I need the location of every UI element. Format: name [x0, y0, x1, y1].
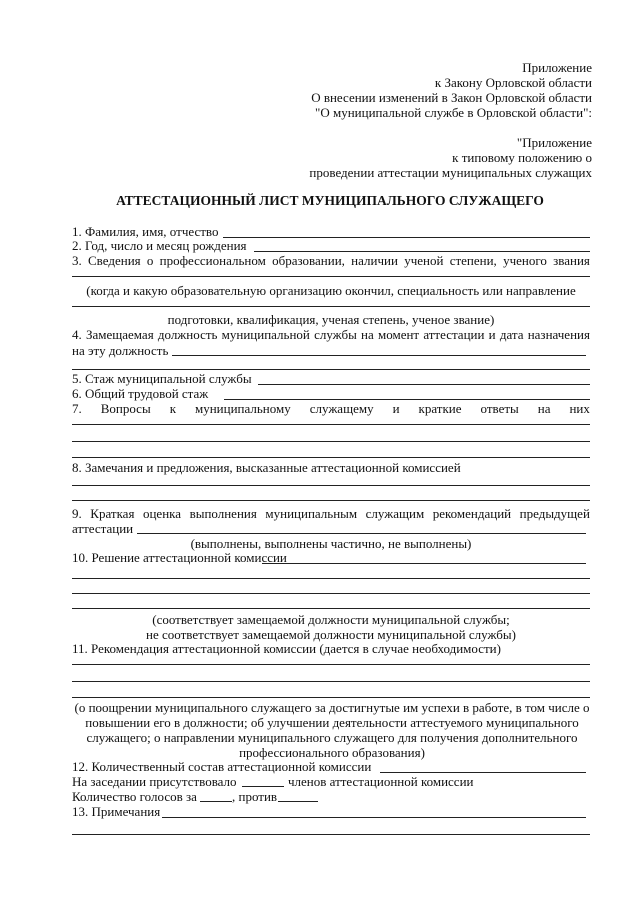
word: оценка: [142, 506, 182, 521]
item-3-label: [72, 253, 590, 268]
appendix-label: Приложение: [522, 60, 592, 75]
word: на: [361, 327, 374, 342]
item-7-line-3: [72, 457, 590, 458]
word: Замещаемая: [85, 327, 154, 342]
item-6-label: 6. Общий трудовой стаж: [72, 386, 209, 401]
item-7-line-2: [72, 441, 590, 442]
word: и: [488, 327, 496, 342]
item-3-line-1: [72, 276, 590, 277]
word: назначения: [527, 327, 590, 342]
item-2-label: 2. Год, число и месяц рождения: [72, 238, 247, 253]
item-4-line-1: [172, 355, 586, 356]
item-5-label: 5. Стаж муниципальной службы: [72, 371, 252, 386]
item-7-line-1: [72, 424, 590, 425]
word: момент: [377, 327, 420, 342]
present-label-end: членов аттестационной комиссии: [288, 774, 474, 789]
word: должность: [157, 327, 218, 342]
item-10-line-1: [262, 563, 586, 564]
appendix2-to: к типовому положению о: [452, 150, 592, 165]
word: них: [569, 401, 590, 416]
word: 3.: [72, 253, 82, 268]
item-9-note: (выполнены, выполнены частично, не выполнены): [190, 536, 472, 551]
item-11-note-4: профессионального образования): [239, 745, 425, 760]
item-1-line: [223, 237, 590, 238]
item-3-note-2: подготовки, квалификация, ученая степень, ученое звание): [167, 312, 495, 327]
word: дата: [499, 327, 524, 342]
item-11-line-3: [72, 697, 590, 698]
word: предыдущей: [519, 506, 590, 521]
word: Краткая: [90, 506, 135, 521]
item-13-label: 13. Примечания: [72, 804, 161, 819]
item-3-line-2: [72, 306, 590, 307]
appendix-law-title: "О муниципальной службе в Орловской области":: [315, 105, 592, 120]
word: ответы: [480, 401, 519, 416]
word: звания: [553, 253, 590, 268]
item-1-label: 1. Фамилия, имя, отчество: [72, 224, 219, 239]
word: наличии: [351, 253, 398, 268]
item-5-line: [258, 384, 590, 385]
votes-against-line: [278, 801, 318, 802]
item-11-line-2: [72, 681, 590, 682]
item-8-line-2: [72, 500, 590, 501]
appendix2-label: "Приложение: [516, 135, 592, 150]
word: службы: [314, 327, 357, 342]
item-13-line-1: [162, 817, 586, 818]
word: Вопросы: [100, 401, 151, 416]
word: профессиональном: [159, 253, 266, 268]
item-11-note-3: служащего; о направлении муниципального служащего для получения дополнительного: [86, 730, 578, 745]
item-10-label: 10. Решение аттестационной комиссии: [72, 550, 287, 565]
item-10-line-3: [72, 593, 590, 594]
word: 7.: [72, 401, 82, 416]
item-6-line: [224, 399, 590, 400]
item-10-line-4: [72, 608, 590, 609]
word: служащим: [365, 506, 425, 521]
item-3-note-1: (когда и какую образовательную организацию окончил, специальность или направление: [86, 283, 576, 298]
item-12-label: 12. Количественный состав аттестационной комиссии: [72, 759, 372, 774]
item-10-note-2: не соответствует замещаемой должности муниципальной службы): [146, 627, 516, 642]
word: степени,: [449, 253, 497, 268]
appendix2-subject: проведении аттестации муниципальных служащих: [309, 165, 592, 180]
item-10-line-2: [72, 578, 590, 579]
word: служащему: [309, 401, 374, 416]
item-4-continuation: на эту должность: [72, 343, 169, 358]
word: краткие: [418, 401, 462, 416]
word: и: [392, 401, 400, 416]
word: аттестации: [423, 327, 485, 342]
word: муниципальным: [265, 506, 358, 521]
word: рекомендаций: [432, 506, 512, 521]
item-4-label: [72, 327, 590, 342]
item-7-label: [72, 401, 590, 416]
votes-against-label: , против: [232, 789, 278, 804]
document-title: АТТЕСТАЦИОННЫЙ ЛИСТ МУНИЦИПАЛЬНОГО СЛУЖАЩЕГО: [116, 193, 544, 208]
item-9-line: [137, 533, 586, 534]
present-label: На заседании присутствовало: [72, 774, 237, 789]
word: о: [146, 253, 154, 268]
item-2-line: [254, 251, 590, 252]
votes-for-line: [200, 801, 232, 802]
word: образовании,: [272, 253, 345, 268]
word: на: [537, 401, 551, 416]
appendix-law: к Закону Орловской области: [434, 75, 592, 90]
word: 4.: [72, 327, 82, 342]
word: к: [169, 401, 177, 416]
item-10-note-1: (соответствует замещаемой должности муниципальной службы;: [152, 612, 510, 627]
word: муниципальной: [221, 327, 310, 342]
item-4-line-2: [72, 369, 590, 370]
word: выполнения: [189, 506, 257, 521]
word: муниципальному: [195, 401, 291, 416]
item-13-line-2: [72, 834, 590, 835]
item-9-label: [72, 506, 590, 521]
present-count-line: [242, 786, 284, 787]
item-8-line-1: [72, 485, 590, 486]
appendix-amend: О внесении изменений в Закон Орловской области: [311, 90, 592, 105]
word: Сведения: [88, 253, 141, 268]
item-12-line: [380, 772, 586, 773]
item-11-note-1: (о поощрении муниципального служащего за достигнутые им успехи в работе, в том числе о: [74, 700, 590, 715]
word: ученого: [503, 253, 547, 268]
item-9-continuation: аттестации: [72, 521, 134, 536]
word: ученой: [404, 253, 444, 268]
word: 9.: [72, 506, 82, 521]
item-11-label: 11. Рекомендация аттестационной комиссии (дается в случае необходимости): [72, 641, 501, 656]
votes-for-label: Количество голосов за: [72, 789, 197, 804]
item-8-label: 8. Замечания и предложения, высказанные аттестационной комиссией: [72, 460, 461, 475]
item-11-line-1: [72, 664, 590, 665]
item-11-note-2: повышении его в должности; об улучшении деятельности аттестуемого муниципального: [85, 715, 579, 730]
